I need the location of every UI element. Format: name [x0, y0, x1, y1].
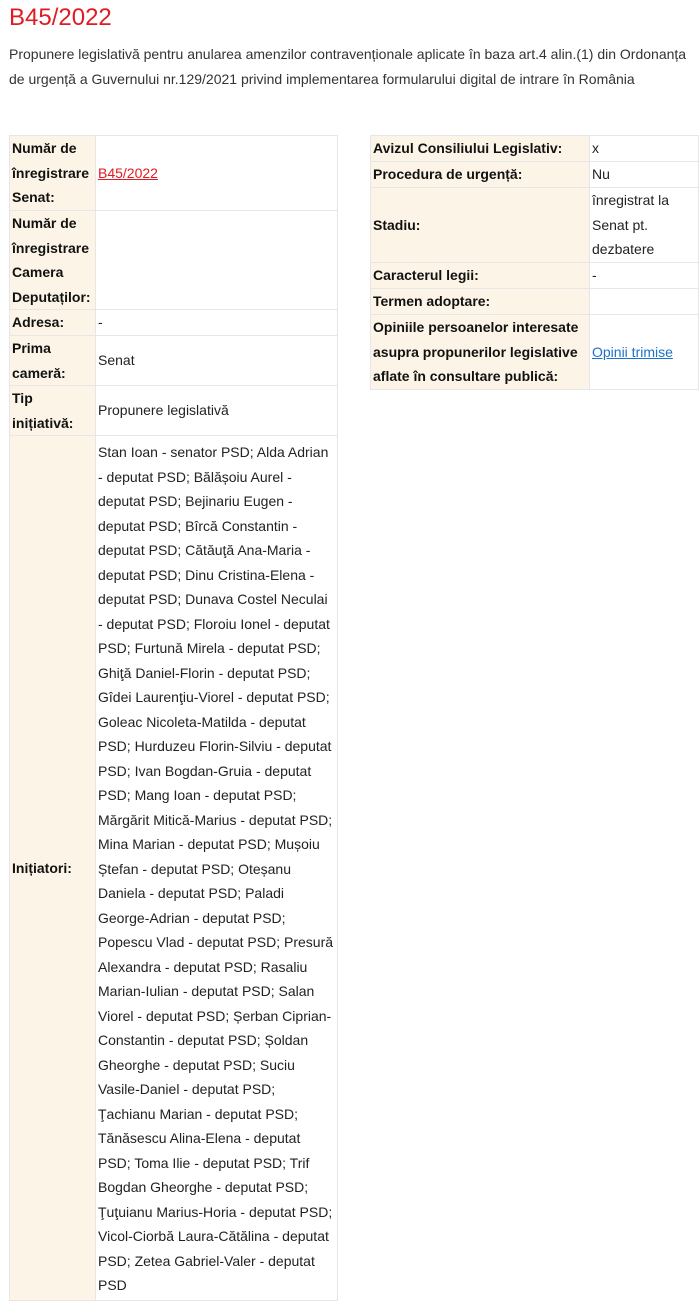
first-chamber-label: Prima cameră:: [10, 336, 96, 386]
first-chamber-value: Senat: [96, 336, 338, 386]
table-row: [371, 188, 699, 263]
initiators-label: Inițiatori:: [10, 436, 96, 1301]
table-row: [371, 136, 699, 162]
table-row: [371, 289, 699, 315]
senate-reg-link[interactable]: B45/2022: [98, 164, 158, 181]
chamber-reg-value: [96, 211, 338, 310]
address-value: -: [96, 310, 338, 336]
law-character-value: -: [590, 263, 699, 289]
table-row: [10, 436, 338, 1301]
initiative-type-label: Tip inițiativă:: [10, 386, 96, 436]
table-row: [10, 336, 338, 386]
table-row: [10, 136, 338, 211]
table-row: [10, 310, 338, 336]
initiative-type-value: Propunere legislativă: [96, 386, 338, 436]
senate-reg-label: Număr de înregistrare Senat:: [10, 136, 96, 211]
table-row: [10, 386, 338, 436]
public-opinions-link[interactable]: Opinii trimise: [592, 343, 673, 360]
stage-value: înregistrat la Senat pt. dezbatere: [590, 188, 699, 263]
procedure-details-table: [370, 135, 699, 390]
senate-reg-value-cell: [96, 136, 338, 211]
public-opinions-label: Opiniile persoanelor interesate asupra propunerilor legislative aflate în consultare publică:: [371, 315, 590, 390]
stage-label: Stadiu:: [371, 188, 590, 263]
adoption-term-label: Termen adoptare:: [371, 289, 590, 315]
bill-details-table: [9, 135, 338, 1301]
urgency-value: Nu: [590, 162, 699, 188]
chamber-reg-label: Număr de înregistrare Camera Deputaților:: [10, 211, 96, 310]
table-row: [371, 263, 699, 289]
table-row: [371, 162, 699, 188]
urgency-label: Procedura de urgență:: [371, 162, 590, 188]
bill-description: Propunere legislativă pentru anularea amenzilor contravenționale aplicate în baza art.4 alin.(1) din Ordonanța de urgență a Guvernului nr.129/2021 privind implementarea formularului digital de intrare în România: [9, 46, 687, 87]
table-row: [10, 211, 338, 310]
council-opinion-label: Avizul Consiliului Legislativ:: [371, 136, 590, 162]
public-opinions-value-cell: [590, 315, 699, 390]
table-row: [371, 315, 699, 390]
address-label: Adresa:: [10, 310, 96, 336]
council-opinion-value: x: [590, 136, 699, 162]
adoption-term-value: [590, 289, 699, 315]
page-title: B45/2022: [9, 4, 112, 31]
initiators-value: Stan Ioan - senator PSD; Alda Adrian - deputat PSD; Bălășoiu Aurel - deputat PSD; Bejinariu Eugen - deputat PSD; Bîrcă Constantin - deputat PSD; Cătăuţă Ana-Maria - deputat PSD; Dinu Cristina-Elena - deputat PSD; Dunava Costel Neculai - deputat PSD; Floroiu Ionel - deputat PSD; Furtună Mirela - deputat PSD; Ghiţă Daniel-Florin - deputat PSD; Gîdei Laurenţiu-Viorel - deputat PSD; Goleac Nicoleta-Matilda - deputat PSD; Hurduzeu Florin-Silviu - deputat PSD; Ivan Bogdan-Gruia - deputat PSD; Mang Ioan - deputat PSD; Mărgărit Mitică-Marius - deputat PSD; Mina Marian - deputat PSD; Mușoiu Ștefan - deputat PSD; Oteșanu Daniela - deputat PSD; Paladi George-Adrian - deputat PSD; Popescu Vlad - deputat PSD; Presură Alexandra - deputat PSD; Rasaliu Marian-Iulian - deputat PSD; Salan Viorel - deputat PSD; Șerban Ciprian-Constantin - deputat PSD; Șoldan Gheorghe - deputat PSD; Suciu Vasile-Daniel - deputat PSD; Ţachianu Marian - deputat PSD; Tănăsescu Alina-Elena - deputat PSD; Toma Ilie - deputat PSD; Trif Bogdan Gheorghe - deputat PSD; Ţuţuianu Marius-Horia - deputat PSD; Vicol-Ciorbă Laura-Cătălina - deputat PSD; Zetea Gabriel-Valer - deputat PSD: [96, 436, 338, 1301]
law-character-label: Caracterul legii:: [371, 263, 590, 289]
